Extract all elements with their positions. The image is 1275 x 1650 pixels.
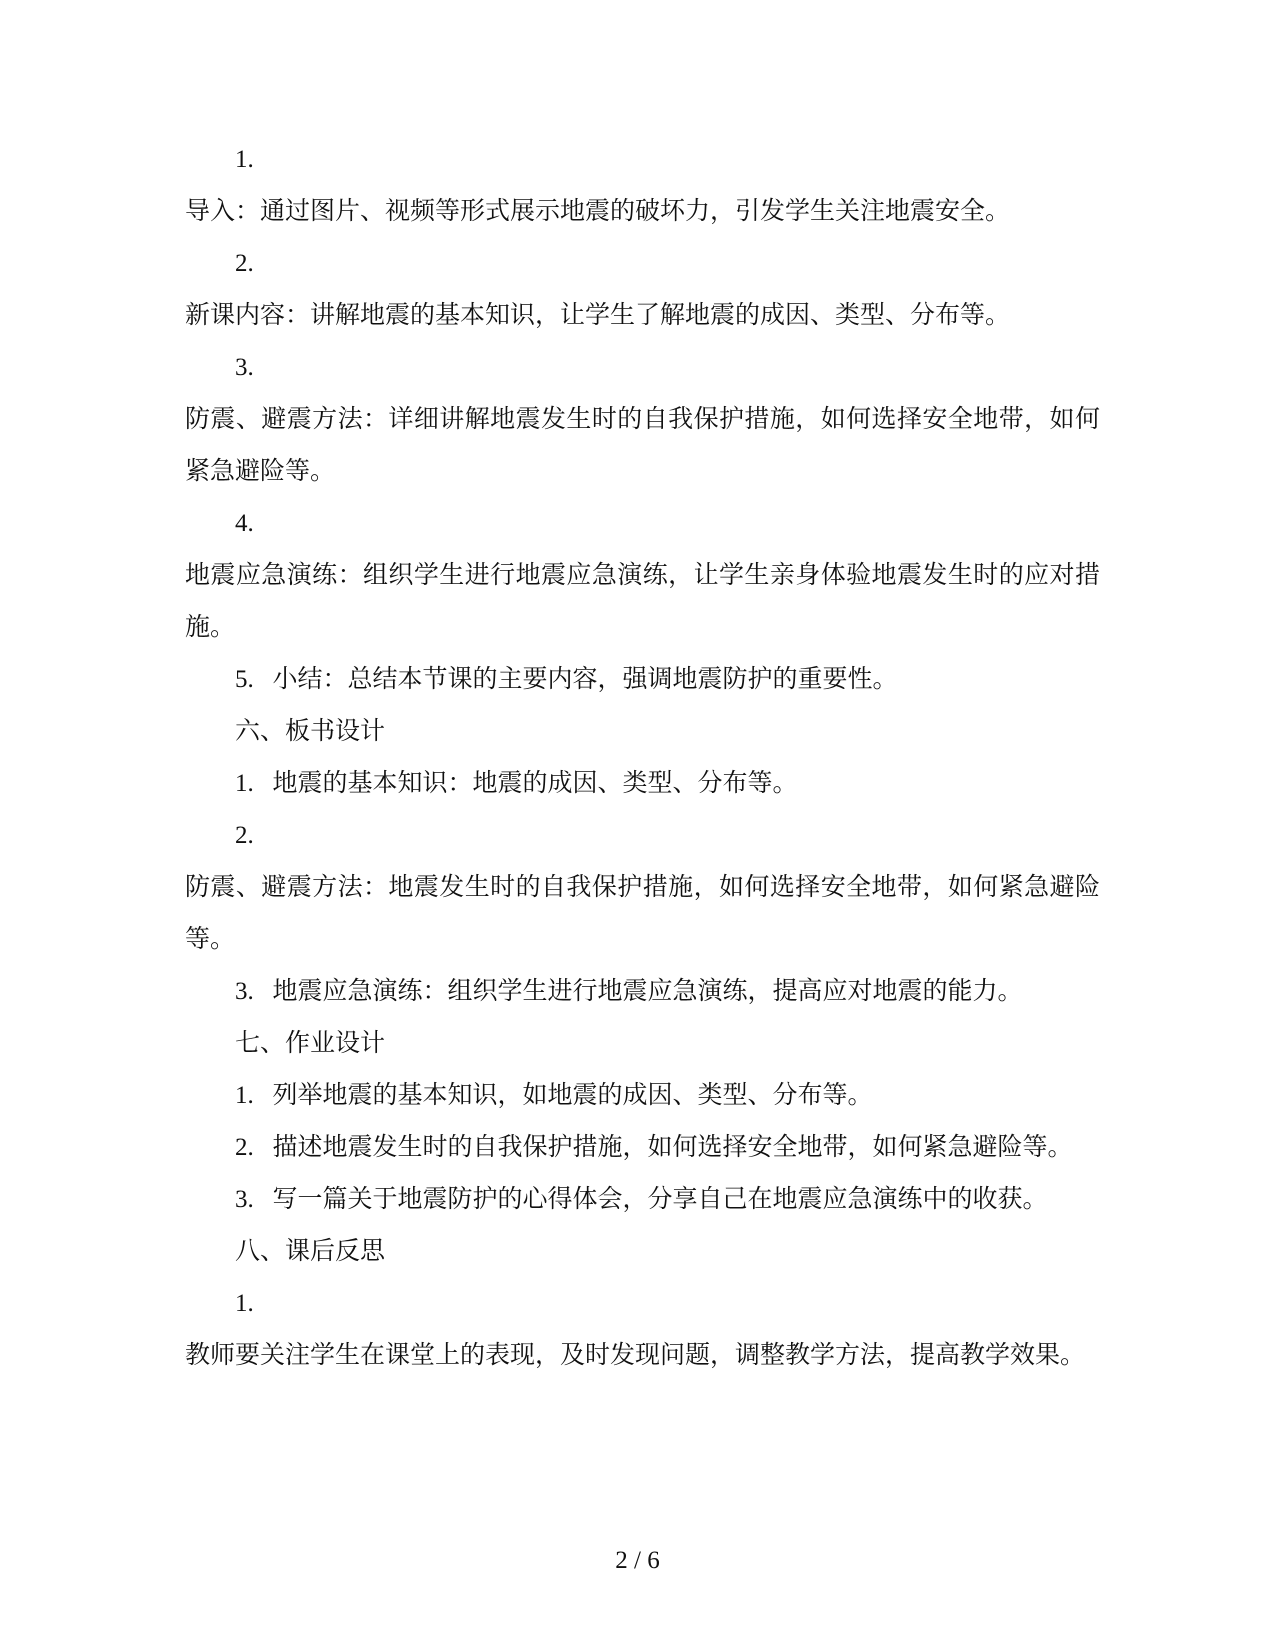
paragraph: 防震、避震方法：详细讲解地震发生时的自我保护措施，如何选择安全地带，如何紧急避险等。 (185, 406, 1100, 485)
paragraph: 2. (235, 822, 254, 849)
paragraph: 3. 写一篇关于地震防护的心得体会，分享自己在地震应急演练中的收获。 (235, 1186, 1048, 1213)
paragraph: 防震、避震方法：地震发生时的自我保护措施，如何选择安全地带，如何紧急避险等。 (185, 874, 1100, 953)
paragraph: 新课内容：讲解地震的基本知识，让学生了解地震的成因、类型、分布等。 (185, 302, 1011, 329)
paragraph: 1. 列举地震的基本知识，如地震的成因、类型、分布等。 (235, 1082, 873, 1109)
paragraph: 地震应急演练：组织学生进行地震应急演练，让学生亲身体验地震发生时的应对措施。 (185, 562, 1100, 641)
paragraph: 3. 地震应急演练：组织学生进行地震应急演练，提高应对地震的能力。 (235, 978, 1023, 1005)
document-body (185, 134, 1100, 1382)
paragraph: 1. (235, 1290, 254, 1317)
paragraph: 2. (235, 250, 254, 277)
paragraph: 2. 描述地震发生时的自我保护措施，如何选择安全地带，如何紧急避险等。 (235, 1134, 1073, 1161)
paragraph: 4. (235, 510, 254, 537)
paragraph: 六、板书设计 (235, 718, 386, 745)
paragraph: 1. (235, 146, 254, 173)
page-number: 2 / 6 (615, 1547, 660, 1574)
paragraph: 3. (235, 354, 254, 381)
paragraph: 七、作业设计 (235, 1030, 386, 1057)
paragraph: 八、课后反思 (235, 1238, 386, 1265)
paragraph: 1. 地震的基本知识：地震的成因、类型、分布等。 (235, 770, 798, 797)
paragraph: 导入：通过图片、视频等形式展示地震的破坏力，引发学生关注地震安全。 (185, 198, 1011, 225)
paragraph: 教师要关注学生在课堂上的表现，及时发现问题，调整教学方法，提高教学效果。 (185, 1342, 1086, 1369)
paragraph: 5. 小结：总结本节课的主要内容，强调地震防护的重要性。 (235, 666, 898, 693)
